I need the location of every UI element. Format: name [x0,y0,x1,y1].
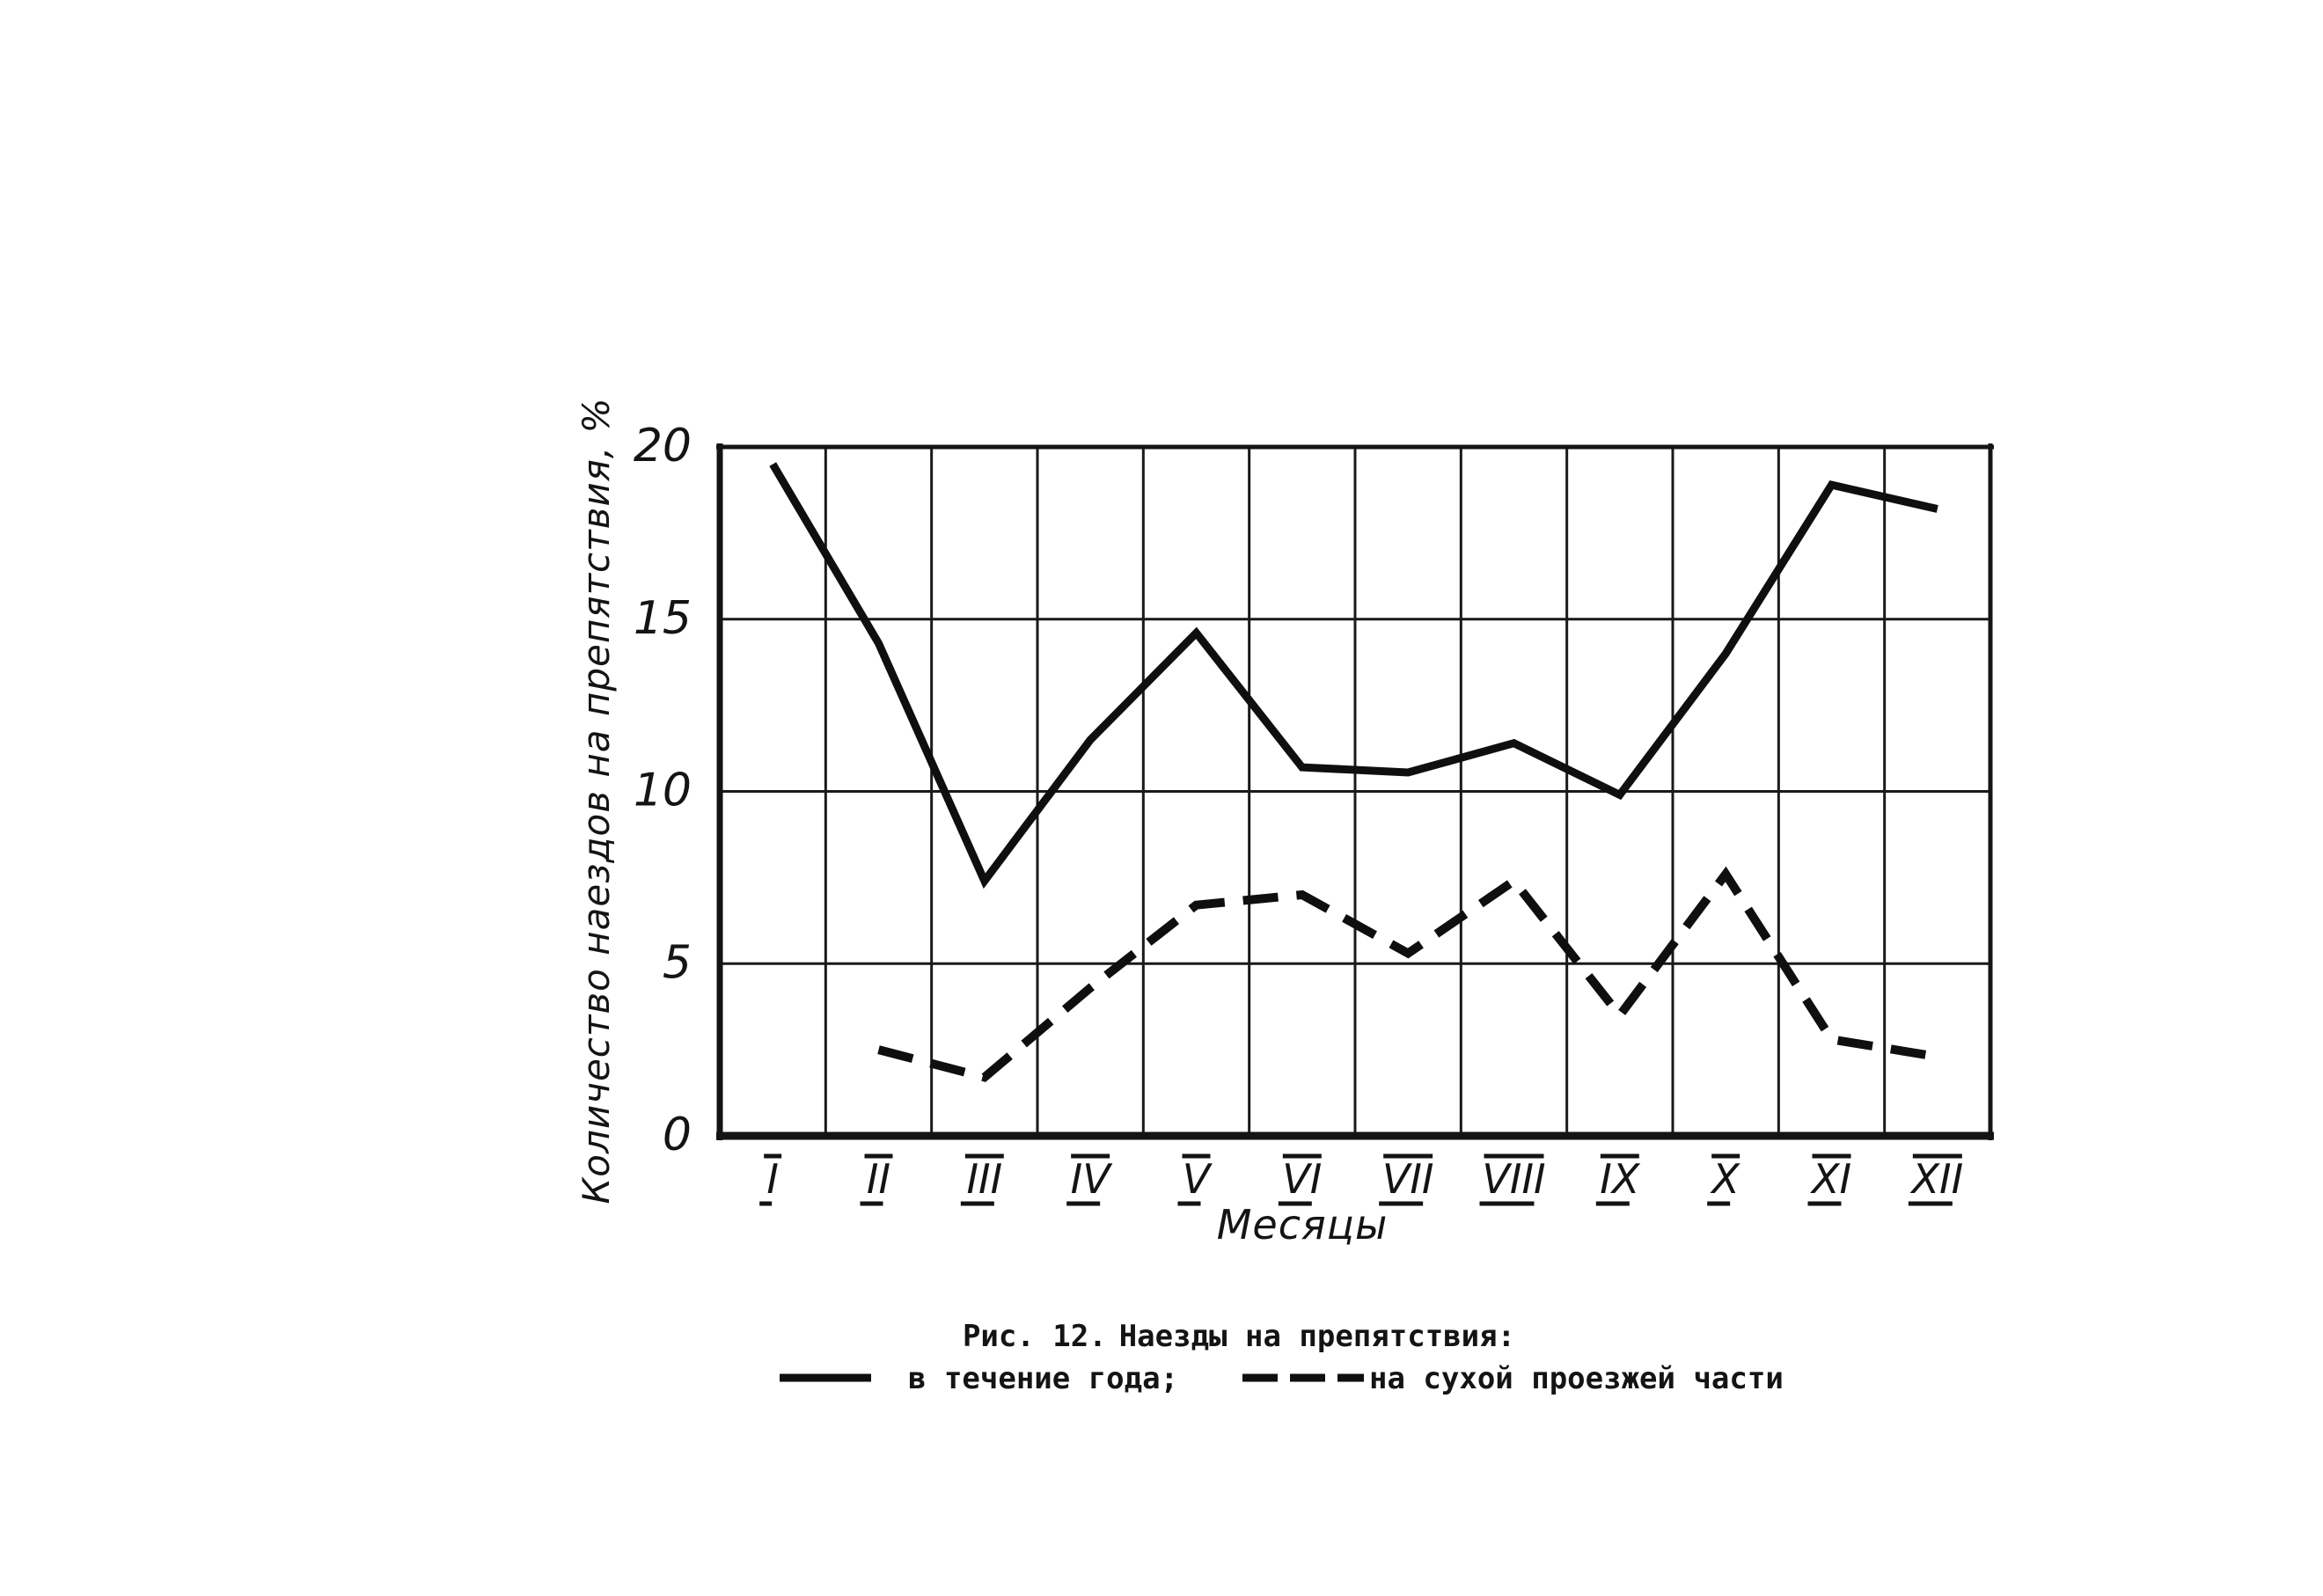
x-tick [759,1155,781,1204]
x-tick [961,1155,1004,1204]
figure-title: Наезды на препятствия: [1118,1319,1516,1354]
x-tick-label: VI [1282,1155,1323,1203]
x-tick [1279,1155,1323,1204]
x-tick-label: IV [1070,1155,1110,1203]
x-tick [1066,1155,1113,1204]
y-axis-tick-labels [634,420,692,1161]
x-tick-label: III [966,1155,1003,1203]
y-axis-title: Количество наездов на препятствия, % [575,397,618,1204]
x-axis-tick-labels [759,1155,1963,1204]
x-tick-label: VII [1381,1155,1434,1203]
x-tick-label: X [1711,1155,1740,1203]
figure-number: Рис. 12. [962,1319,1107,1354]
x-tick-label: VIII [1482,1155,1546,1203]
legend-dashed-label: на сухой проезжей части [1369,1361,1784,1396]
x-tick-label: XII [1911,1155,1964,1203]
y-tick-label: 15 [633,591,692,645]
x-tick [1596,1155,1641,1204]
x-tick-label: IX [1600,1155,1640,1203]
x-tick-label: I [766,1155,779,1203]
y-tick-label: 10 [633,764,692,817]
figure-caption [963,1319,1515,1354]
y-tick-label: 20 [633,420,692,472]
x-tick-label: V [1182,1155,1211,1203]
x-axis-title: Месяцы [1216,1201,1389,1248]
x-tick [1808,1155,1852,1204]
x-tick-label: II [866,1155,891,1203]
legend-solid-label: в течение года; [908,1361,1179,1396]
x-tick-label: XI [1811,1155,1852,1203]
figure-legend [780,1361,1784,1396]
x-tick [1379,1155,1433,1204]
x-tick [1178,1155,1213,1204]
x-tick [1480,1155,1546,1204]
x-tick [1909,1155,1963,1204]
x-tick [1707,1155,1740,1204]
y-tick-label: 0 [662,1109,692,1161]
y-tick-label: 5 [662,936,692,990]
x-tick [861,1155,893,1204]
